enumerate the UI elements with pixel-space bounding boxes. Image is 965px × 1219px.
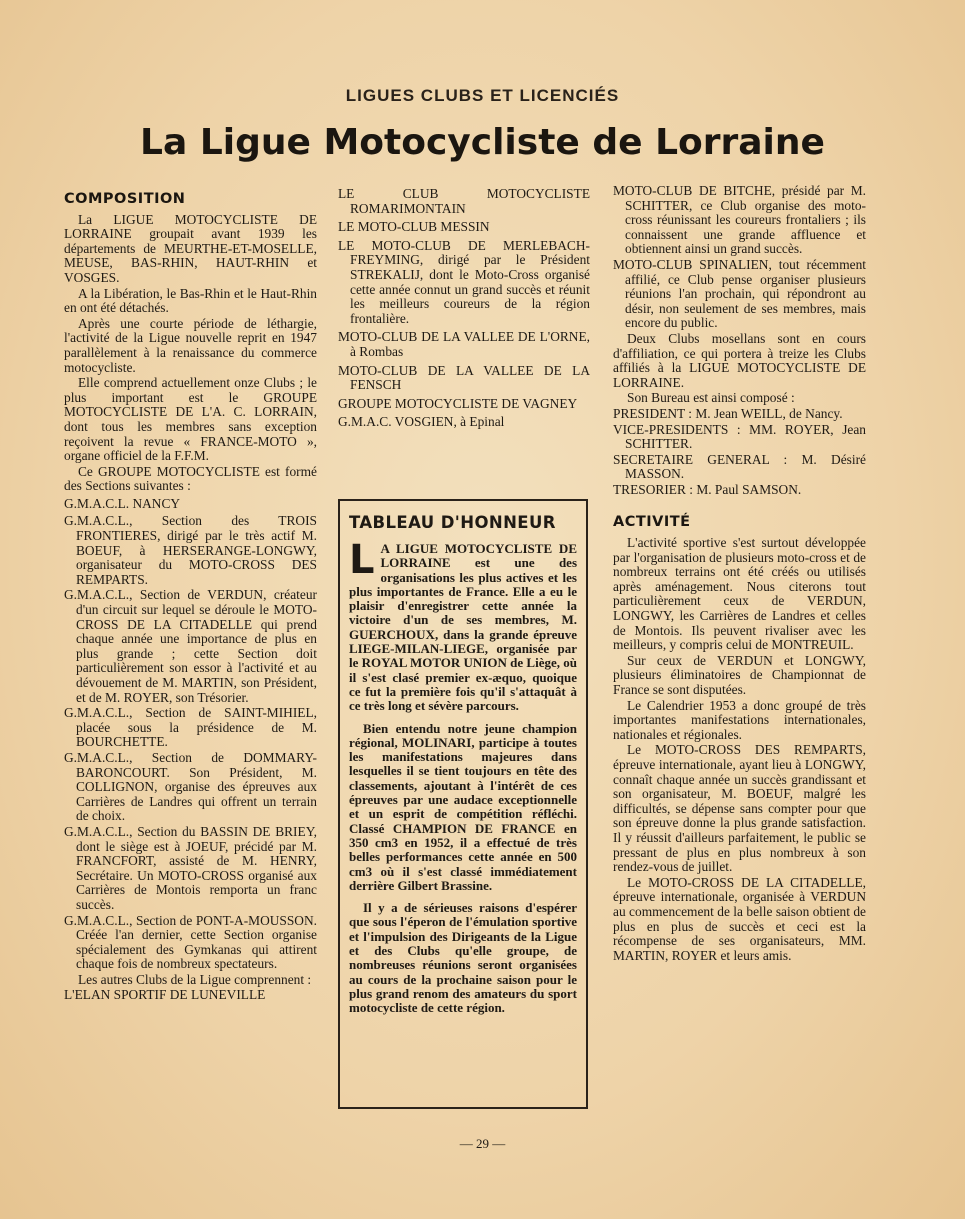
paragraph: Deux Clubs mosellans sont en cours d'affiliation, ce qui portera à treize les Clubs affiliés à la LIGUE MOTOCYCLISTE DE LORRAINE. (613, 330, 866, 390)
honor-paragraph: Bien entendu notre jeune champion régional, MOLINARI, participe à toutes les manifestations majeures dans lesquelles il se tient toujours en tête des classements, ajoutant à l'intérêt de ces épreuves par une audace exceptionnelle et un esprit de compétition réfléchi. Classé CHAMPION DE FRANCE en 350 cm3 en 1952, il a effectué de très belles performances cette année en 500 cm3 où il s'est classé immédiatement derrière Gilbert Brassine. (349, 720, 577, 893)
section-item: G.M.A.C.L., Section des TROIS FRONTIERES, dirigé par le très actif M. BOEUF, à HERSERANGE-LONGWY, organisateur du MOTO-CROSS DES REMPARTS. (64, 513, 317, 587)
honor-heading: TABLEAU D'HONNEUR (349, 513, 556, 532)
paragraph: Elle comprend actuellement onze Clubs ; le plus important est le GROUPE MOTOCYCLISTE DE L'A. C. LORRAIN, dont tous les membres sans exception reçoivent la revue « FRANCE-MOTO », organe officiel de la F.F.M. (64, 375, 317, 464)
column-2 (338, 187, 590, 431)
activity-heading: ACTIVITÉ (613, 514, 691, 531)
paragraph: Ce GROUPE MOTOCYCLISTE est formé des Sections suivantes : (64, 463, 317, 494)
club-item: G.M.A.C. VOSGIEN, à Epinal (338, 414, 505, 430)
club-item: LE MOTO-CLUB DE MERLEBACH-FREYMING, dirigé par le Président STREKALIJ, dont le Moto-Cross organisé cette année connut un grand succès et réunit les meilleurs coureurs de la région frontalière. (338, 237, 590, 326)
paragraph: A la Libération, le Bas-Rhin et le Haut-Rhin en ont été détachés. (64, 285, 317, 316)
section-item: G.M.A.C.L., Section de SAINT-MIHIEL, placée sous la présidence de M. BOURCHETTE. (64, 705, 317, 750)
paragraph: La LIGUE MOTOCYCLISTE DE LORRAINE groupait avant 1939 les départements de MEURTHE-ET-MOSELLE, MEUSE, BAS-RHIN, HAUT-RHIN et VOSGES. (64, 211, 317, 285)
club-item: L'ELAN SPORTIF DE LUNEVILLE (64, 987, 266, 1003)
paragraph: L'activité sportive s'est surtout développée par l'organisation de plusieurs moto-cross et de nombreux terrains ont été créés ou utilisés après aménagement. Nous citerons tout particulièrement ceux de VERDUN, LONGWY, les Carrières de Landres et celles de Montois. Ils peuvent rivaliser avec les meilleurs, y compris celui de MONTREUIL. (613, 535, 866, 653)
paragraph: Après une courte période de léthargie, l'activité de la Ligue nouvelle reprit en 1947 parallèlement à la renaissance du commerce motocycliste. (64, 315, 317, 375)
club-item: LE MOTO-CLUB MESSIN (338, 219, 490, 235)
section-item: G.M.A.C.L. NANCY (64, 495, 181, 511)
paragraph: Le MOTO-CROSS DE LA CITADELLE, épreuve internationale, organisée à VERDUN au commencement de la belle saison obtient de plus en plus de succès et ceci est la récompense de ses organisateurs, MM. MARTIN, ROYER et leurs amis. (613, 874, 866, 963)
section-item: G.M.A.C.L., Section de DOMMARY-BARONCOURT. Son Président, M. COLLIGNON, organise des épreuves aux Carrières de Landres qui offrent un terrain de choix. (64, 749, 317, 824)
club-item: MOTO-CLUB DE LA VALLEE DE LA FENSCH (338, 362, 590, 393)
page-number: — 29 — (459, 1136, 506, 1151)
section-item: G.M.A.C.L., Section de PONT-A-MOUSSON. Créée l'an dernier, cette Section organise spécialement des Gymkanas qui attirent chaque fois de nombreux spectateurs. (64, 912, 317, 972)
column-1 (64, 192, 317, 1004)
honor-box (338, 499, 588, 1109)
drop-cap: L (349, 537, 375, 583)
club-item: LE CLUB MOTOCYCLISTE ROMARIMONTAIN (338, 186, 590, 216)
club-item: MOTO-CLUB DE BITCHE, présidé par M. SCHITTER, ce Club organise des moto-cross réunissant les coureurs frontaliers ; ils connaissent une grande affluence et obtiennent ainsi un grand succès. (613, 183, 866, 257)
paragraph: Le Calendrier 1953 a donc groupé de très importantes manifestations internationales, nationales et régionales. (613, 697, 866, 742)
paragraph: Sur ceux de VERDUN et LONGWY, plusieurs éliminatoires de Championnat de France se sont disputées. (613, 652, 866, 697)
section-kicker: LIGUES CLUBS ET LICENCIÉS (345, 86, 620, 105)
page-title: La Ligue Motocycliste de Lorraine (140, 122, 825, 163)
section-item: G.M.A.C.L., Section du BASSIN DE BRIEY, dont le siège est à JOEUF, précidé par M. FRANCFORT, assisté de M. HENRY, Secrétaire. Un MOTO-CROSS organisé aux Carrières de Montois remporta un franc succès. (64, 823, 317, 912)
bureau-item: VICE-PRESIDENTS : MM. ROYER, Jean SCHITTER. (613, 421, 866, 452)
club-item: MOTO-CLUB DE LA VALLEE DE L'ORNE, à Rombas (338, 329, 590, 359)
paragraph: Son Bureau est ainsi composé : (627, 390, 795, 406)
composition-heading: COMPOSITION (64, 191, 186, 207)
honor-paragraph: Il y a de sérieuses raisons d'espérer que sous l'éperon de l'émulation sportive et l'impulsion des Dirigeants de la Ligue et des Clubs qu'elle groupe, de nombreuses réunions seront organisées au cours de la prochaine saison pour le plus grand renom des amateurs du sport motocycliste de cette région. (349, 900, 577, 1016)
column-3 (613, 184, 866, 964)
club-item: GROUPE MOTOCYCLISTE DE VAGNEY (338, 395, 578, 411)
paragraph: Les autres Clubs de la Ligue comprennent : (78, 971, 312, 987)
bureau-item: TRESORIER : M. Paul SAMSON. (613, 481, 802, 497)
paragraph: Le MOTO-CROSS DES REMPARTS, épreuve internationale, ayant lieu à LONGWY, connaît chaque année un succès grandissant et son organisateur, M. BOEUF, malgré les difficultés, se dépense sans compter pour que son épreuve donne la plus grande satisfaction. Il y réussit d'ailleurs parfaitement, le public se pressant de plus en plus nombreux à son rendez-vous de juillet. (613, 742, 866, 875)
bureau-item: PRESIDENT : M. Jean WEILL, de Nancy. (613, 405, 843, 421)
section-item: G.M.A.C.L., Section de VERDUN, créateur d'un circuit sur lequel se déroule le MOTO-CROSS DE LA CITADELLE qui prend chaque année une importance de plus en plus grande ; cette Section doit particulièrement son essor à l'activité et au dévouement de M. MARTIN, son Président, et de M. ROYER, son Trésorier. (64, 587, 317, 705)
club-item: MOTO-CLUB SPINALIEN, tout récemment affilié, ce Club pense organiser plusieurs réunions l'an prochain, qui répondront au désir, non seulement de ses membres, mais encore du public. (613, 256, 866, 331)
bureau-item: SECRETAIRE GENERAL : M. Désiré MASSON. (613, 451, 866, 482)
honor-paragraph: L A LIGUE MOTOCYCLISTE DE LORRAINE est une des organisations les plus actives et les plus importantes de France. Elle a eu le plaisir d'enregistrer cette année la victoire d'un de ses membres, M. GUERCHOUX, dans la grande épreuve LIEGE-MILAN-LIEGE, organisée par le ROYAL MOTOR UNION de Liège, où il s'est clasé premier ex-æquo, quoique ce fut la première fois qu'il s'attaquât à ce très long et sévère parcours. (349, 537, 577, 714)
